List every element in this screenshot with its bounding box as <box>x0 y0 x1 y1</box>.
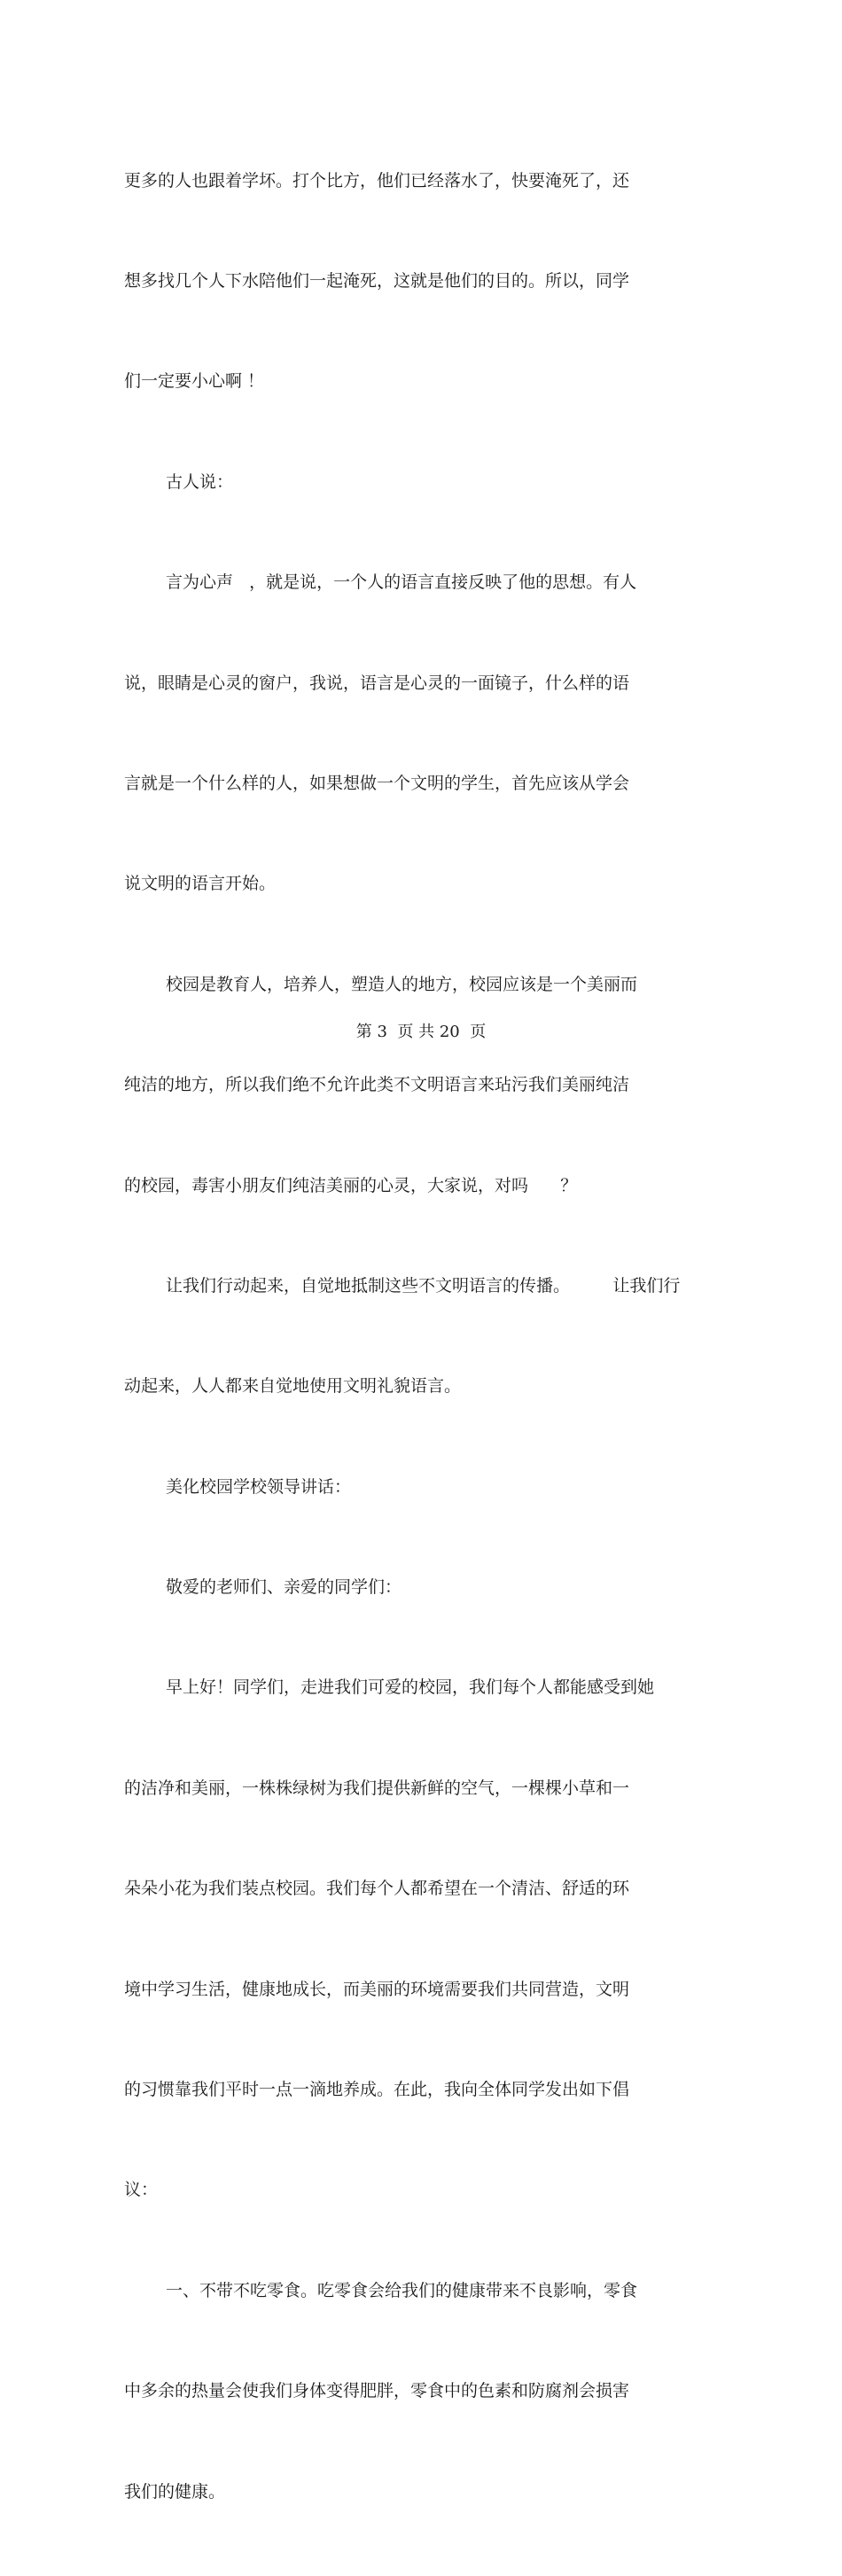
text-line: 想多找几个人下水陪他们一起淹死，这就是他们的目的。所以，同学 <box>124 270 630 291</box>
text-line: 让我们行动起来，自觉地抵制这些不文明语言的传播。 让我们行 <box>166 1275 681 1296</box>
text-line: 敬爱的老师们、亲爱的同学们： <box>166 1577 402 1598</box>
text-line: 言就是一个什么样的人，如果想做一个文明的学生，首先应该从学会 <box>124 773 630 793</box>
text-line: 中多余的热量会使我们身体变得肥胖，零食中的色素和防腐剂会损害 <box>124 2381 630 2401</box>
text-line: 们一定要小心啊 ！ <box>124 371 265 392</box>
body-paragraphs <box>124 97 727 2576</box>
text-line: 纯洁的地方，所以我们绝不允许此类不文明语言来玷污我们美丽纯洁 <box>124 1075 630 1095</box>
page-number-footer: 第 3 页 共 20 页 <box>355 1023 487 1041</box>
text-line: 议： <box>124 2180 159 2200</box>
text-line: 美化校园学校领导讲话： <box>166 1476 352 1497</box>
document-body <box>124 97 727 2576</box>
text-line: 境中学习生活，健康地成长，而美丽的环境需要我们共同营造，文明 <box>124 1979 630 1999</box>
text-line: 古人说： <box>166 471 234 492</box>
text-line: 一、不带不吃零食。吃零食会给我们的健康带来不良影响，零食 <box>166 2280 638 2300</box>
text-line: 更多的人也跟着学坏。打个比方，他们已经落水了，快要淹死了，还 <box>124 170 630 191</box>
text-line: 校园是教育人，培养人，塑造人的地方，校园应该是一个美丽而 <box>166 974 638 994</box>
text-line: 言为心声 ，就是说，一个人的语言直接反映了他的思想。有人 <box>166 572 637 593</box>
text-line: 我们的健康。 <box>124 2481 226 2502</box>
text-line: 朵朵小花为我们装点校园。我们每个人都希望在一个清洁、舒适的环 <box>124 1879 630 1899</box>
text-line: 的校园，毒害小朋友们纯洁美丽的心灵，大家说，对吗 ？ <box>124 1175 578 1195</box>
text-line: 的习惯靠我们平时一点一滴地养成。在此，我向全体同学发出如下倡 <box>124 2080 630 2100</box>
text-line: 说，眼睛是心灵的窗户，我说，语言是心灵的一面镜子，什么样的语 <box>124 673 630 693</box>
text-line: 说文明的语言开始。 <box>124 874 277 894</box>
text-line: 动起来，人人都来自觉地使用文明礼貌语言。 <box>124 1376 462 1397</box>
text-line: 的洁净和美丽，一株株绿树为我们提供新鲜的空气，一棵棵小草和一 <box>124 1778 630 1798</box>
text-line: 早上好！同学们，走进我们可爱的校园，我们每个人都能感受到她 <box>166 1677 655 1698</box>
